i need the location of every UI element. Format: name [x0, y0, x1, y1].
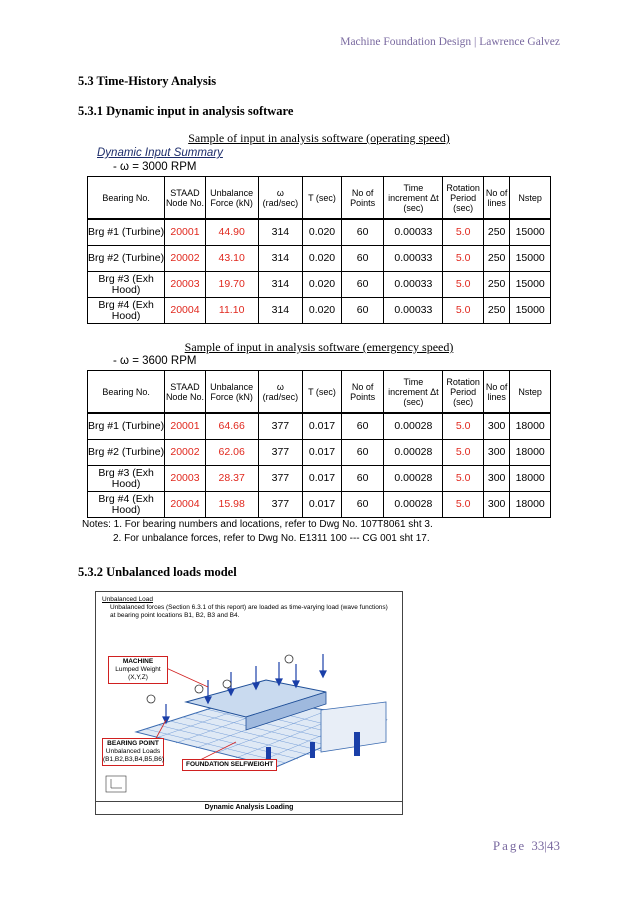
- table-cell: 5.0: [443, 298, 484, 324]
- machine-label: MACHINE: [122, 658, 154, 665]
- table-cell: 0.017: [303, 413, 342, 440]
- table-cell: 377: [258, 413, 303, 440]
- section-heading-5-3: 5.3 Time-History Analysis: [78, 74, 217, 88]
- column-header: Unbalance Force (kN): [205, 177, 258, 220]
- column-header: STAAD Node No.: [165, 371, 206, 414]
- table-cell: 0.020: [303, 219, 342, 246]
- table-cell: 60: [341, 246, 384, 272]
- note-line-1: Notes: 1. For bearing numbers and locations, refer to Dwg No. 107T8061 sht 3.: [82, 519, 433, 530]
- dynamic-input-title: Dynamic Input Summary: [97, 147, 223, 159]
- table-cell: 44.90: [205, 219, 258, 246]
- figure-desc-1: Unbalanced forces (Section 6.3.1 of this report) are loaded as time-varying load (wave functions): [110, 604, 388, 611]
- table-cell: Brg #2 (Turbine): [88, 440, 165, 466]
- column-header: Bearing No.: [88, 177, 165, 220]
- table-cell: 60: [341, 272, 384, 298]
- table-cell: 314: [258, 246, 303, 272]
- figure-desc-2: at bearing point locations B1, B2, B3 and B4.: [110, 612, 240, 619]
- table-cell: 0.00028: [384, 492, 443, 518]
- table-row: [88, 466, 551, 492]
- table-header-row: [88, 371, 551, 414]
- table-cell: Brg #4 (Exh Hood): [88, 298, 165, 324]
- table-cell: 15000: [510, 272, 551, 298]
- table-operating-speed: [87, 176, 551, 324]
- column-header: No of lines: [483, 177, 509, 220]
- table-cell: 377: [258, 492, 303, 518]
- table-cell: 5.0: [443, 466, 484, 492]
- table-cell: 0.00033: [384, 219, 443, 246]
- table-cell: 314: [258, 219, 303, 246]
- column-header: Bearing No.: [88, 371, 165, 414]
- table-cell: 20004: [165, 298, 206, 324]
- table-cell: 60: [341, 466, 384, 492]
- column-header: Time increment Δt (sec): [384, 177, 443, 220]
- table-row: [88, 272, 551, 298]
- table-cell: 250: [483, 272, 509, 298]
- table-cell: 0.00028: [384, 440, 443, 466]
- table-cell: 250: [483, 219, 509, 246]
- table-cell: 60: [341, 492, 384, 518]
- column-header: ω (rad/sec): [258, 371, 303, 414]
- table-cell: 15000: [510, 298, 551, 324]
- table-cell: 20002: [165, 440, 206, 466]
- machine-label-box: [108, 656, 168, 684]
- table-row: [88, 219, 551, 246]
- footer-page-number: 33: [531, 838, 545, 853]
- table-cell: 5.0: [443, 219, 484, 246]
- section-heading-5-3-1: 5.3.1 Dynamic input in analysis software: [78, 104, 294, 118]
- table-cell: 15000: [510, 219, 551, 246]
- caption-operating-speed: Sample of input in analysis software (operating speed): [188, 131, 450, 145]
- footer-label: Page: [492, 838, 527, 853]
- table-cell: Brg #3 (Exh Hood): [88, 272, 165, 298]
- table-cell: 60: [341, 413, 384, 440]
- section-heading-5-3-2: 5.3.2 Unbalanced loads model: [78, 565, 237, 579]
- bearing-point-label: BEARING POINT: [107, 740, 159, 747]
- table-cell: 43.10: [205, 246, 258, 272]
- column-header: No of lines: [483, 371, 509, 414]
- table-cell: Brg #1 (Turbine): [88, 219, 165, 246]
- column-header: Rotation Period (sec): [443, 177, 484, 220]
- column-header: Nstep: [510, 371, 551, 414]
- column-header: T (sec): [303, 371, 342, 414]
- table-row: [88, 298, 551, 324]
- table-cell: 62.06: [205, 440, 258, 466]
- machine-sublabel: Lumped Weight (X,Y,Z): [115, 666, 161, 681]
- table-cell: 300: [483, 466, 509, 492]
- table-cell: 18000: [510, 413, 551, 440]
- table-cell: 0.017: [303, 492, 342, 518]
- unbalanced-loads-figure: [95, 591, 403, 815]
- table-cell: 11.10: [205, 298, 258, 324]
- table-cell: 0.017: [303, 440, 342, 466]
- table-cell: Brg #3 (Exh Hood): [88, 466, 165, 492]
- table-cell: 18000: [510, 466, 551, 492]
- table-cell: 5.0: [443, 440, 484, 466]
- table-row: [88, 440, 551, 466]
- table-cell: 0.00028: [384, 413, 443, 440]
- table-cell: 377: [258, 440, 303, 466]
- bearing-point-sub-2: (B1,B2,B3,B4,B5,B6): [103, 756, 165, 763]
- table-cell: 15000: [510, 246, 551, 272]
- notes: [82, 518, 433, 546]
- omega-emergency: - ω = 3600 RPM: [113, 355, 197, 367]
- table-cell: 0.020: [303, 272, 342, 298]
- table-cell: 28.37: [205, 466, 258, 492]
- table-cell: 5.0: [443, 246, 484, 272]
- table-cell: Brg #4 (Exh Hood): [88, 492, 165, 518]
- table-cell: 250: [483, 246, 509, 272]
- foundation-selfweight-label: FOUNDATION SELFWEIGHT: [182, 759, 277, 771]
- table-cell: 20001: [165, 219, 206, 246]
- page-header: Machine Foundation Design | Lawrence Galvez: [340, 36, 560, 48]
- table-cell: 18000: [510, 492, 551, 518]
- table-cell: 250: [483, 298, 509, 324]
- table-cell: 0.00033: [384, 246, 443, 272]
- table-cell: Brg #2 (Turbine): [88, 246, 165, 272]
- table-cell: 5.0: [443, 413, 484, 440]
- column-header: STAAD Node No.: [165, 177, 206, 220]
- figure-caption: Dynamic Analysis Loading: [96, 801, 402, 814]
- footer-total-pages: 43: [547, 838, 560, 853]
- table-cell: 20004: [165, 492, 206, 518]
- table-cell: 60: [341, 219, 384, 246]
- column-header: Time increment Δt (sec): [384, 371, 443, 414]
- table-cell: 300: [483, 492, 509, 518]
- table-cell: 5.0: [443, 492, 484, 518]
- table-cell: 18000: [510, 440, 551, 466]
- table-cell: 20003: [165, 272, 206, 298]
- table-header-row: [88, 177, 551, 220]
- table-cell: 314: [258, 298, 303, 324]
- caption-emergency-speed: Sample of input in analysis software (emergency speed): [184, 340, 454, 354]
- column-header: ω (rad/sec): [258, 177, 303, 220]
- table-cell: 60: [341, 440, 384, 466]
- table-cell: Brg #1 (Turbine): [88, 413, 165, 440]
- table-emergency-speed: [87, 370, 551, 518]
- column-header: No of Points: [341, 371, 384, 414]
- table-row: [88, 413, 551, 440]
- table-row: [88, 492, 551, 518]
- note-line-2: 2. For unbalance forces, refer to Dwg No. E1311 100 --- CG 001 sht 17.: [113, 533, 430, 544]
- column-header: T (sec): [303, 177, 342, 220]
- table-cell: 20001: [165, 413, 206, 440]
- column-header: Rotation Period (sec): [443, 371, 484, 414]
- bearing-point-label-box: [102, 738, 164, 766]
- table-cell: 5.0: [443, 272, 484, 298]
- table-cell: 0.00028: [384, 466, 443, 492]
- table-cell: 0.00033: [384, 272, 443, 298]
- table-cell: 0.00033: [384, 298, 443, 324]
- table-cell: 0.020: [303, 246, 342, 272]
- table-cell: 60: [341, 298, 384, 324]
- figure-heading: Unbalanced Load: [102, 596, 153, 603]
- table-cell: 19.70: [205, 272, 258, 298]
- omega-operating: - ω = 3000 RPM: [113, 161, 197, 173]
- page-footer: Page 33|43: [492, 838, 560, 853]
- table-cell: 314: [258, 272, 303, 298]
- table-cell: 0.020: [303, 298, 342, 324]
- table-row: [88, 246, 551, 272]
- table-cell: 300: [483, 413, 509, 440]
- table-cell: 0.017: [303, 466, 342, 492]
- table-cell: 64.66: [205, 413, 258, 440]
- table-cell: 377: [258, 466, 303, 492]
- column-header: Unbalance Force (kN): [205, 371, 258, 414]
- column-header: No of Points: [341, 177, 384, 220]
- table-cell: 20003: [165, 466, 206, 492]
- column-header: Nstep: [510, 177, 551, 220]
- table-cell: 300: [483, 440, 509, 466]
- table-cell: 15.98: [205, 492, 258, 518]
- bearing-point-sub-1: Unbalanced Loads: [105, 748, 161, 755]
- table-cell: 20002: [165, 246, 206, 272]
